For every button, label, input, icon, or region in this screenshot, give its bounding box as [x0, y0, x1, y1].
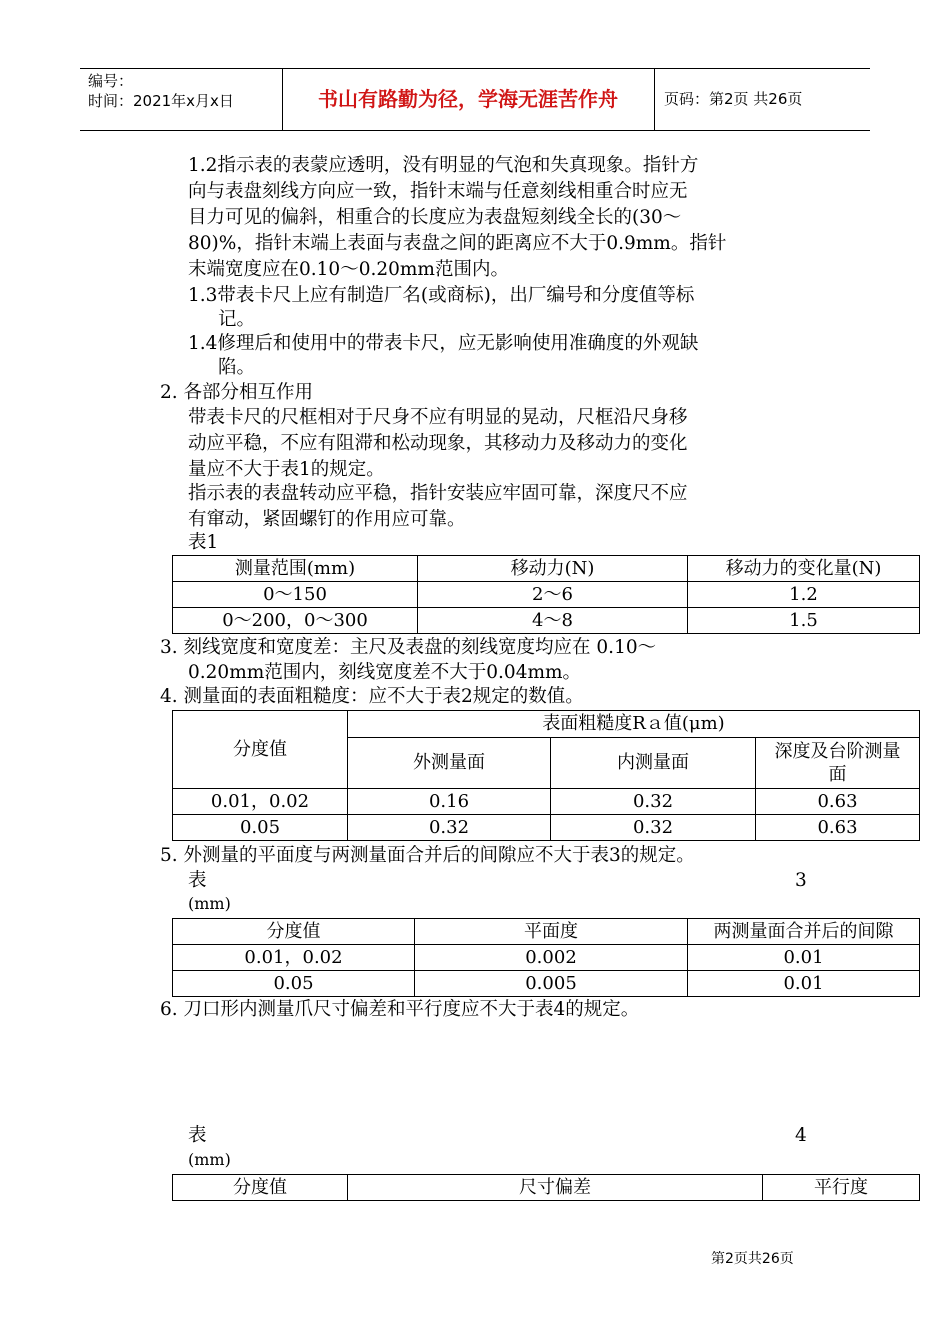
table-2 — [172, 710, 920, 841]
paragraph-line: 6. 刀口形内测量爪尺寸偏差和平行度应不大于表4的规定。 — [160, 999, 640, 1020]
table-header-cell: 外测量面 — [348, 738, 551, 789]
table-header-cell: 表面粗糙度Rａ值(μm) — [348, 711, 920, 738]
section-heading: 2. 各部分相互作用 — [160, 382, 314, 403]
table-header-cell — [756, 738, 920, 789]
paragraph-line: 1.2指示表的表蒙应透明，没有明显的气泡和失真现象。指针方 — [188, 155, 699, 176]
table-header-cell: 分度值 — [173, 1175, 348, 1201]
table-cell: 0～150 — [173, 582, 418, 608]
table-caption: 表 — [188, 870, 207, 891]
paragraph-line: 带表卡尺的尺框相对于尺身不应有明显的晃动，尺框沿尺身移 — [188, 407, 688, 428]
table-header-row — [173, 919, 920, 945]
table-cell: 0.63 — [756, 815, 920, 841]
table-row — [173, 789, 920, 815]
table-header-row — [173, 1175, 920, 1201]
table-cell: 0.05 — [173, 971, 415, 997]
paragraph-line: 目力可见的偏斜，相重合的长度应为表盘短刻线全长的(30～ — [188, 207, 682, 228]
header-motto: 书山有路勤为径，学海无涯苦作舟 — [318, 87, 618, 111]
header-page-info: 页码：第2页 共26页 — [664, 90, 803, 108]
paragraph-line: 量应不大于表1的规定。 — [188, 459, 385, 480]
table-header-cell: 两测量面合并后的间隙 — [688, 919, 920, 945]
paragraph-line: 5. 外测量的平面度与两测量面合并后的间隙应不大于表3的规定。 — [160, 845, 695, 866]
table-cell: 0.32 — [551, 789, 756, 815]
paragraph-line: 4. 测量面的表面粗糙度：应不大于表2规定的数值。 — [160, 686, 584, 707]
table-caption-number: 3 — [795, 870, 807, 891]
paragraph-line: 末端宽度应在0.10～0.20mm范围内。 — [188, 259, 509, 280]
paragraph-line: 3. 刻线宽度和宽度差：主尺及表盘的刻线宽度均应在 0.10～ — [160, 637, 657, 658]
table-1 — [172, 555, 920, 634]
page-footer: 第2页共26页 — [711, 1251, 794, 1267]
table-header-cell: 分度值 — [173, 919, 415, 945]
doc-number-label: 编号： — [88, 72, 134, 90]
paragraph-line: 指示表的表盘转动应平稳，指针安装应牢固可靠，深度尺不应 — [188, 483, 688, 504]
table-row — [173, 582, 920, 608]
paragraph-line: 0.20mm范围内，刻线宽度差不大于0.04mm。 — [188, 662, 582, 683]
table-caption: 表 — [188, 1125, 207, 1146]
paragraph-line: 动应平稳，不应有阻滞和松动现象，其移动力及移动力的变化 — [188, 433, 688, 454]
table-header-cell: 移动力的变化量(N) — [688, 556, 920, 582]
table-header-cell: 内测量面 — [551, 738, 756, 789]
table-cell: 0.005 — [415, 971, 688, 997]
table-header-row — [173, 556, 920, 582]
table-cell: 1.2 — [688, 582, 920, 608]
header-text-line: 深度及台阶测量 — [774, 741, 901, 762]
paragraph-line: 向与表盘刻线方向应一致，指针末端与任意刻线相重合时应无 — [188, 181, 688, 202]
table-caption-number: 4 — [795, 1125, 807, 1146]
table-header-row — [173, 711, 920, 738]
table-4 — [172, 1174, 920, 1201]
table-cell: 0.16 — [348, 789, 551, 815]
table-header-cell: 测量范围(mm) — [173, 556, 418, 582]
paragraph-line: 有窜动，紧固螺钉的作用应可靠。 — [188, 509, 466, 530]
table-cell: 0.32 — [348, 815, 551, 841]
table-cell: 4～8 — [418, 608, 688, 634]
table-row — [173, 945, 920, 971]
table-row — [173, 608, 920, 634]
header-meta — [88, 71, 234, 111]
table-cell: 0.01，0.02 — [173, 789, 348, 815]
paragraph-line: 80)%，指针末端上表面与表盘之间的距离应不大于0.9mm。指针 — [188, 233, 727, 254]
table-header-cell: 平面度 — [415, 919, 688, 945]
table-unit: (mm) — [188, 894, 231, 913]
table-caption: 表1 — [188, 532, 219, 553]
paragraph-line: 记。 — [218, 309, 256, 330]
table-unit: (mm) — [188, 1150, 231, 1169]
header-divider — [654, 69, 655, 130]
paragraph-line: 陷。 — [218, 357, 256, 378]
paragraph-line: 1.3带表卡尺上应有制造厂名(或商标)，出厂编号和分度值等标 — [188, 285, 695, 306]
header-text-line: 面 — [828, 764, 847, 785]
table-cell: 2～6 — [418, 582, 688, 608]
table-row — [173, 815, 920, 841]
table-3 — [172, 918, 920, 997]
table-cell: 0.32 — [551, 815, 756, 841]
time-label: 时间：2021年x月x日 — [88, 92, 234, 110]
table-cell: 0.002 — [415, 945, 688, 971]
table-cell: 0.01 — [688, 945, 920, 971]
paragraph-line: 1.4修理后和使用中的带表卡尺，应无影响使用准确度的外观缺 — [188, 333, 699, 354]
table-header-cell: 尺寸偏差 — [348, 1175, 763, 1201]
table-cell: 0.63 — [756, 789, 920, 815]
table-cell: 0～200，0～300 — [173, 608, 418, 634]
table-row — [173, 971, 920, 997]
table-header-cell: 分度值 — [173, 711, 348, 789]
table-cell: 0.05 — [173, 815, 348, 841]
page-header — [80, 68, 870, 131]
table-header-cell: 平行度 — [763, 1175, 920, 1201]
table-header-cell: 移动力(N) — [418, 556, 688, 582]
table-cell: 1.5 — [688, 608, 920, 634]
table-cell: 0.01，0.02 — [173, 945, 415, 971]
table-cell: 0.01 — [688, 971, 920, 997]
